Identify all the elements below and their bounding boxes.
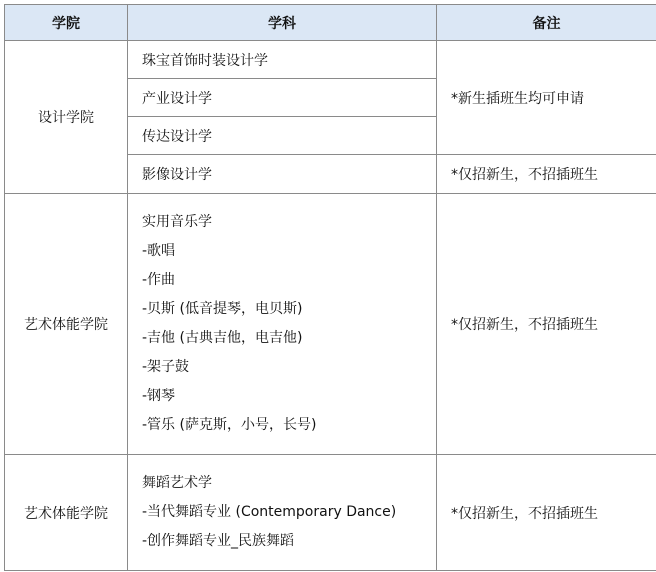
subject-line: 舞蹈艺术学 <box>142 475 212 491</box>
subject-line: -创作舞蹈专业_民族舞蹈 <box>142 533 295 549</box>
subject-line: -当代舞蹈专业 (Contemporary Dance) <box>142 504 397 520</box>
note-cell: *仅招新生，不招插班生 <box>437 155 656 194</box>
subject-line: -吉他 (古典吉他，电吉他) <box>142 330 303 346</box>
admissions-table <box>4 4 656 571</box>
header-note: 备注 <box>437 5 656 41</box>
subject-cell: 珠宝首饰时装设计学 <box>128 41 437 79</box>
table-header-row <box>5 5 656 41</box>
subject-line: -贝斯 (低音提琴，电贝斯) <box>142 301 303 317</box>
subject-line: -歌唱 <box>142 243 176 259</box>
table-row <box>5 41 656 79</box>
college-cell: 艺术体能学院 <box>5 194 128 455</box>
table-container <box>4 4 656 571</box>
header-college: 学院 <box>5 5 128 41</box>
subject-line: -钢琴 <box>142 388 176 404</box>
subject-cell: 影像设计学 <box>128 155 437 194</box>
subject-list-cell <box>128 194 437 455</box>
subject-line: -架子鼓 <box>142 359 190 375</box>
subject-cell: 传达设计学 <box>128 117 437 155</box>
note-cell: *仅招新生，不招插班生 <box>437 194 656 455</box>
note-cell: *新生插班生均可申请 <box>437 41 656 155</box>
college-cell: 设计学院 <box>5 41 128 194</box>
subject-list-cell <box>128 455 437 571</box>
subject-line: -管乐 (萨克斯，小号，长号) <box>142 417 317 433</box>
note-cell: *仅招新生，不招插班生 <box>437 455 656 571</box>
subject-line: 实用音乐学 <box>142 214 212 230</box>
table-row <box>5 194 656 455</box>
college-cell: 艺术体能学院 <box>5 455 128 571</box>
subject-cell: 产业设计学 <box>128 79 437 117</box>
subject-line: -作曲 <box>142 272 176 288</box>
table-row <box>5 455 656 571</box>
header-subject: 学科 <box>128 5 437 41</box>
